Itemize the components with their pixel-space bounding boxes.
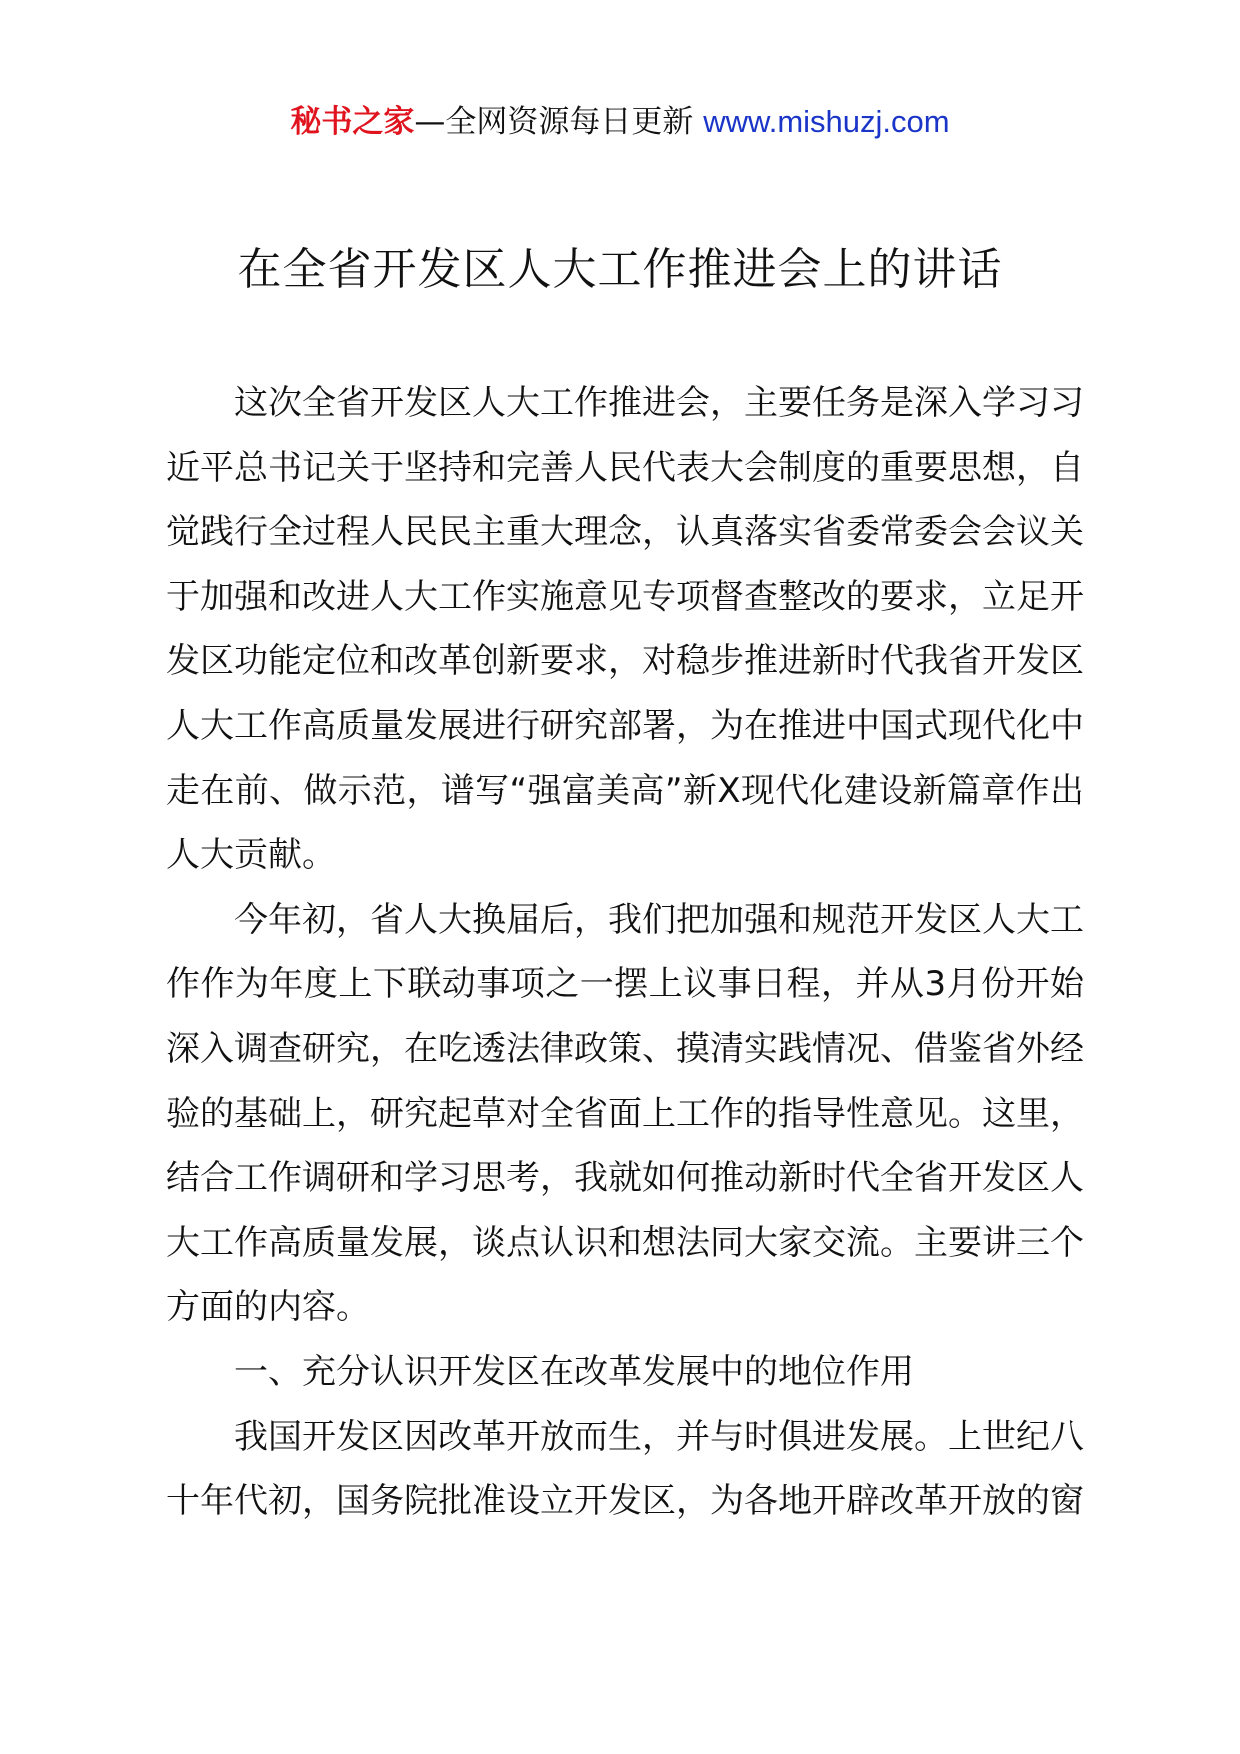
document-title: 在全省开发区人大工作推进会上的讲话 [237,244,1003,295]
header-slogan: —全网资源每日更新 [414,104,694,140]
section-heading: 一、充分认识开发区在改革发展中的地位作用 [234,1351,914,1392]
body-paragraph: 这次全省开发区人大工作推进会，主要任务是深入学习习近平总书记关于坚持和完善人民代表大会制度的重要思想，自觉践行全过程人民民主重大理念，认真落实省委常委会会议关于加强和改进人大工作实施意见专项督查整改的要求，立足开发区功能定位和改革创新要求，对稳步推进新时代我省开发区人大工作高质量发展进行研究部署，为在推进中国式现代化中走在前、做示范，谱写“强富美高”新X现代化建设新篇章作出人大贡献。 [166,383,1084,876]
site-url: www.mishuzj.com [703,104,950,139]
body-paragraph: 今年初，省人大换届后，我们把加强和规范开发区人大工作作为年度上下联动事项之一摆上议事日程，并从3月份开始深入调查研究，在吃透法律政策、摸清实践情况、借鉴省外经验的基础上，研究起草对全省面上工作的指导性意见。这里，结合工作调研和学习思考，我就如何推动新时代全省开发区人大工作高质量发展，谈点认识和想法同大家交流。主要讲三个方面的内容。 [166,899,1084,1328]
site-header [0,100,1240,144]
brand-name: 秘书之家 [290,104,415,140]
body-paragraph: 我国开发区因改革开放而生，并与时俱进发展。上世纪八十年代初，国务院批准设立开发区，为各地开辟改革开放的窗 [166,1416,1084,1522]
document-body [166,371,1084,1534]
